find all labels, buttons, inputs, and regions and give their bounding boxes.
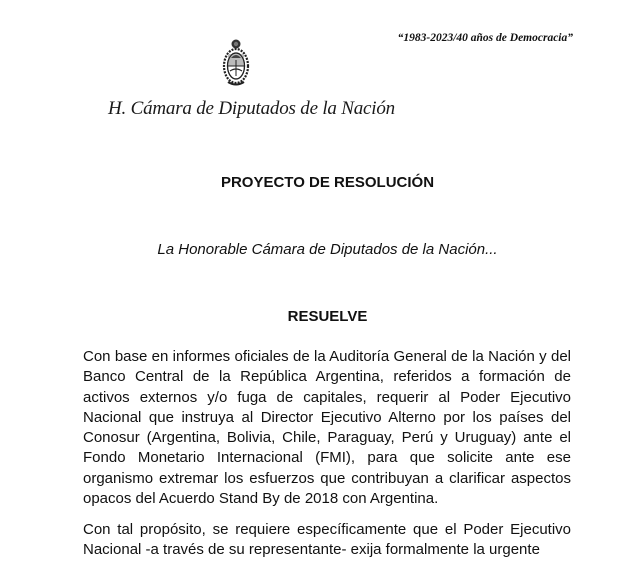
motto: “1983-2023/40 años de Democracia” (397, 32, 573, 44)
resolves-heading: RESUELVE (287, 308, 368, 325)
paragraph: Con tal propósito, se requiere específicamente que el Poder Ejecutivo Nacional -a través de su representante- exija formalmente la urgente (83, 521, 571, 559)
document-title: PROYECTO DE RESOLUCIÓN (220, 174, 435, 191)
paragraph: Con base en informes oficiales de la Auditoría General de la Nación y del Banco Central de la República Argentina, referidos a formación de activos externos y/o fuga de capitales, requerir al Poder Ejecutivo Nacional que instruya al Director Ejecutivo Alterno por los países del Conosur (Argentina, Bolivia, Chile, Paraguay, Perú y Uruguay) ante el Fondo Monetario Internacional (FMI), para que solicite ante ese organismo extremar los esfuerzos que contribuyan a clarificar aspectos opacos del Acuerdo Stand By de 2018 con Argentina. (83, 348, 571, 508)
preamble: La Honorable Cámara de Diputados de la Nación... (157, 241, 498, 258)
chamber-name-logo: H. Cámara de Diputados de la Nación (108, 98, 395, 119)
coat-of-arms-icon (220, 38, 252, 90)
